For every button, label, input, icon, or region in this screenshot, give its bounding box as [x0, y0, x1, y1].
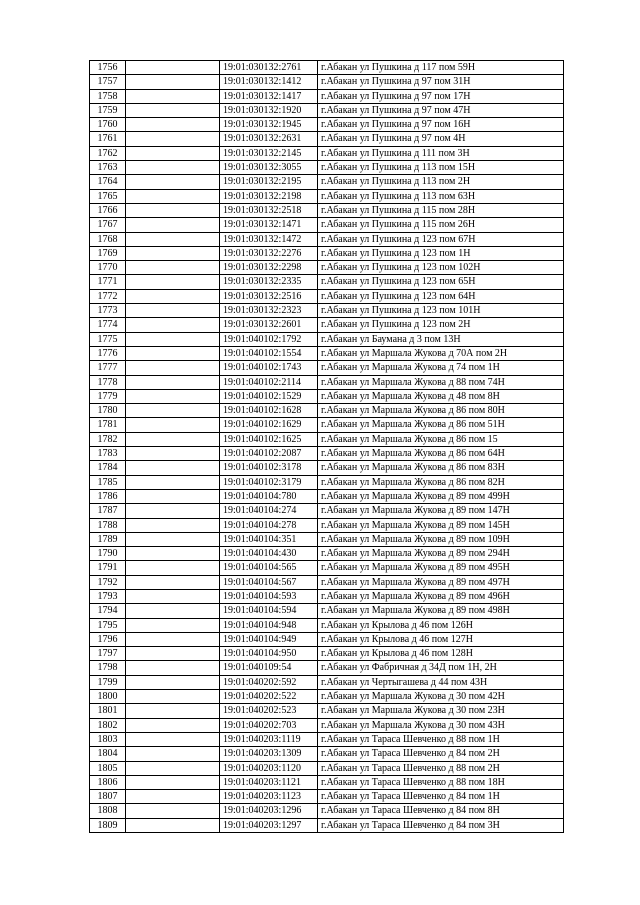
- address-cell: г.Абакан ул Пушкина д 97 пом 16Н: [318, 118, 564, 132]
- address-cell: г.Абакан ул Крылова д 46 пом 126Н: [318, 618, 564, 632]
- table-row: [90, 647, 564, 661]
- row-number-cell: 1767: [90, 218, 126, 232]
- address-cell: г.Абакан ул Пушкина д 97 пом 17Н: [318, 89, 564, 103]
- table-row: [90, 389, 564, 403]
- table-row: [90, 704, 564, 718]
- empty-cell: [126, 518, 220, 532]
- address-cell: г.Абакан ул Фабричная д 34Д пом 1Н, 2Н: [318, 661, 564, 675]
- cadastral-number-cell: 19:01:040104:780: [220, 489, 318, 503]
- address-cell: г.Абакан ул Тараса Шевченко д 88 пом 1Н: [318, 732, 564, 746]
- cadastral-number-cell: 19:01:030132:1471: [220, 218, 318, 232]
- cadastral-number-cell: 19:01:030132:3055: [220, 161, 318, 175]
- table-row: [90, 575, 564, 589]
- row-number-cell: 1764: [90, 175, 126, 189]
- cadastral-number-cell: 19:01:040102:1629: [220, 418, 318, 432]
- empty-cell: [126, 461, 220, 475]
- table-row: [90, 218, 564, 232]
- cadastral-number-cell: 19:01:040104:950: [220, 647, 318, 661]
- table-row: [90, 489, 564, 503]
- row-number-cell: 1787: [90, 504, 126, 518]
- cadastral-number-cell: 19:01:040102:3178: [220, 461, 318, 475]
- table-row: [90, 275, 564, 289]
- cadastral-number-cell: 19:01:040104:948: [220, 618, 318, 632]
- row-number-cell: 1762: [90, 146, 126, 160]
- table-row: [90, 346, 564, 360]
- table-row: [90, 203, 564, 217]
- row-number-cell: 1783: [90, 447, 126, 461]
- empty-cell: [126, 747, 220, 761]
- table-row: [90, 775, 564, 789]
- address-cell: г.Абакан ул Пушкина д 113 пом 2Н: [318, 175, 564, 189]
- table-row: [90, 304, 564, 318]
- empty-cell: [126, 275, 220, 289]
- row-number-cell: 1786: [90, 489, 126, 503]
- address-cell: г.Абакан ул Тараса Шевченко д 88 пом 2Н: [318, 761, 564, 775]
- cadastral-number-cell: 19:01:030132:2518: [220, 203, 318, 217]
- table-row: [90, 804, 564, 818]
- row-number-cell: 1778: [90, 375, 126, 389]
- row-number-cell: 1765: [90, 189, 126, 203]
- empty-cell: [126, 818, 220, 832]
- table-row: [90, 747, 564, 761]
- empty-cell: [126, 547, 220, 561]
- address-cell: г.Абакан ул Тараса Шевченко д 84 пом 3Н: [318, 818, 564, 832]
- row-number-cell: 1792: [90, 575, 126, 589]
- table-row: [90, 232, 564, 246]
- cadastral-number-cell: 19:01:040202:703: [220, 718, 318, 732]
- address-cell: г.Абакан ул Пушкина д 123 пом 2Н: [318, 318, 564, 332]
- cadastral-number-cell: 19:01:040104:351: [220, 532, 318, 546]
- table-row: [90, 418, 564, 432]
- empty-cell: [126, 161, 220, 175]
- table-row: [90, 561, 564, 575]
- table-row: [90, 818, 564, 832]
- cadastral-number-cell: 19:01:040203:1297: [220, 818, 318, 832]
- address-cell: г.Абакан ул Маршала Жукова д 48 пом 8Н: [318, 389, 564, 403]
- cadastral-number-cell: 19:01:040104:594: [220, 604, 318, 618]
- address-cell: г.Абакан ул Пушкина д 123 пом 102Н: [318, 261, 564, 275]
- address-cell: г.Абакан ул Пушкина д 123 пом 65Н: [318, 275, 564, 289]
- table-row: [90, 661, 564, 675]
- address-cell: г.Абакан ул Пушкина д 113 пом 15Н: [318, 161, 564, 175]
- address-cell: г.Абакан ул Чертыгашева д 44 пом 43Н: [318, 675, 564, 689]
- empty-cell: [126, 704, 220, 718]
- empty-cell: [126, 761, 220, 775]
- table-row: [90, 189, 564, 203]
- address-cell: г.Абакан ул Маршала Жукова д 30 пом 43Н: [318, 718, 564, 732]
- cadastral-number-cell: 19:01:040104:274: [220, 504, 318, 518]
- address-cell: г.Абакан ул Маршала Жукова д 86 пом 82Н: [318, 475, 564, 489]
- cadastral-number-cell: 19:01:030132:1412: [220, 75, 318, 89]
- row-number-cell: 1758: [90, 89, 126, 103]
- row-number-cell: 1775: [90, 332, 126, 346]
- table-row: [90, 790, 564, 804]
- cadastral-number-cell: 19:01:040102:1625: [220, 432, 318, 446]
- row-number-cell: 1794: [90, 604, 126, 618]
- table-row: [90, 732, 564, 746]
- row-number-cell: 1789: [90, 532, 126, 546]
- address-cell: г.Абакан ул Пушкина д 115 пом 26Н: [318, 218, 564, 232]
- address-cell: г.Абакан ул Пушкина д 123 пом 67Н: [318, 232, 564, 246]
- cadastral-number-cell: 19:01:040203:1123: [220, 790, 318, 804]
- cadastral-number-cell: 19:01:030132:2198: [220, 189, 318, 203]
- table-row: [90, 75, 564, 89]
- row-number-cell: 1782: [90, 432, 126, 446]
- row-number-cell: 1790: [90, 547, 126, 561]
- cadastral-number-cell: 19:01:040102:1628: [220, 404, 318, 418]
- table-row: [90, 404, 564, 418]
- cadastral-number-cell: 19:01:030132:2323: [220, 304, 318, 318]
- row-number-cell: 1763: [90, 161, 126, 175]
- cadastral-number-cell: 19:01:040102:2114: [220, 375, 318, 389]
- cadastral-number-cell: 19:01:040202:522: [220, 690, 318, 704]
- cadastral-number-cell: 19:01:040104:430: [220, 547, 318, 561]
- empty-cell: [126, 489, 220, 503]
- row-number-cell: 1793: [90, 589, 126, 603]
- address-cell: г.Абакан ул Маршала Жукова д 30 пом 23Н: [318, 704, 564, 718]
- empty-cell: [126, 404, 220, 418]
- address-cell: г.Абакан ул Маршала Жукова д 89 пом 109Н: [318, 532, 564, 546]
- row-number-cell: 1808: [90, 804, 126, 818]
- table-row: [90, 118, 564, 132]
- empty-cell: [126, 232, 220, 246]
- address-cell: г.Абакан ул Маршала Жукова д 89 пом 497Н: [318, 575, 564, 589]
- table-row: [90, 318, 564, 332]
- row-number-cell: 1798: [90, 661, 126, 675]
- row-number-cell: 1777: [90, 361, 126, 375]
- row-number-cell: 1776: [90, 346, 126, 360]
- row-number-cell: 1766: [90, 203, 126, 217]
- empty-cell: [126, 432, 220, 446]
- address-cell: г.Абакан ул Пушкина д 117 пом 59Н: [318, 61, 564, 75]
- cadastral-number-cell: 19:01:030132:2335: [220, 275, 318, 289]
- table-row: [90, 547, 564, 561]
- cadastral-number-cell: 19:01:030132:2516: [220, 289, 318, 303]
- address-cell: г.Абакан ул Пушкина д 123 пом 1Н: [318, 246, 564, 260]
- empty-cell: [126, 203, 220, 217]
- address-cell: г.Абакан ул Крылова д 46 пом 128Н: [318, 647, 564, 661]
- row-number-cell: 1756: [90, 61, 126, 75]
- table-row: [90, 718, 564, 732]
- table-row: [90, 761, 564, 775]
- row-number-cell: 1761: [90, 132, 126, 146]
- empty-cell: [126, 718, 220, 732]
- table-row: [90, 432, 564, 446]
- cadastral-number-cell: 19:01:030132:2761: [220, 61, 318, 75]
- table-row: [90, 461, 564, 475]
- address-cell: г.Абакан ул Маршала Жукова д 89 пом 495Н: [318, 561, 564, 575]
- empty-cell: [126, 804, 220, 818]
- cadastral-number-cell: 19:01:030132:2631: [220, 132, 318, 146]
- cadastral-number-cell: 19:01:040109:54: [220, 661, 318, 675]
- address-cell: г.Абакан ул Пушкина д 97 пом 4Н: [318, 132, 564, 146]
- address-cell: г.Абакан ул Тараса Шевченко д 84 пом 2Н: [318, 747, 564, 761]
- cadastral-number-cell: 19:01:040104:949: [220, 632, 318, 646]
- empty-cell: [126, 389, 220, 403]
- address-cell: г.Абакан ул Маршала Жукова д 74 пом 1Н: [318, 361, 564, 375]
- row-number-cell: 1772: [90, 289, 126, 303]
- row-number-cell: 1799: [90, 675, 126, 689]
- cadastral-number-cell: 19:01:030132:1417: [220, 89, 318, 103]
- address-cell: г.Абакан ул Пушкина д 113 пом 63Н: [318, 189, 564, 203]
- cadastral-number-cell: 19:01:040202:523: [220, 704, 318, 718]
- table-row: [90, 246, 564, 260]
- row-number-cell: 1809: [90, 818, 126, 832]
- address-cell: г.Абакан ул Баумана д 3 пом 13Н: [318, 332, 564, 346]
- cadastral-number-cell: 19:01:040104:278: [220, 518, 318, 532]
- address-cell: г.Абакан ул Пушкина д 111 пом 3Н: [318, 146, 564, 160]
- row-number-cell: 1804: [90, 747, 126, 761]
- address-cell: г.Абакан ул Маршала Жукова д 86 пом 80Н: [318, 404, 564, 418]
- table-row: [90, 504, 564, 518]
- empty-cell: [126, 89, 220, 103]
- empty-cell: [126, 589, 220, 603]
- address-cell: г.Абакан ул Маршала Жукова д 86 пом 64Н: [318, 447, 564, 461]
- address-cell: г.Абакан ул Тараса Шевченко д 88 пом 18Н: [318, 775, 564, 789]
- empty-cell: [126, 475, 220, 489]
- empty-cell: [126, 447, 220, 461]
- row-number-cell: 1796: [90, 632, 126, 646]
- address-cell: г.Абакан ул Пушкина д 97 пом 47Н: [318, 103, 564, 117]
- empty-cell: [126, 132, 220, 146]
- empty-cell: [126, 604, 220, 618]
- table-row: [90, 289, 564, 303]
- empty-cell: [126, 504, 220, 518]
- row-number-cell: 1803: [90, 732, 126, 746]
- empty-cell: [126, 318, 220, 332]
- row-number-cell: 1768: [90, 232, 126, 246]
- empty-cell: [126, 118, 220, 132]
- cadastral-number-cell: 19:01:030132:2276: [220, 246, 318, 260]
- address-cell: г.Абакан ул Крылова д 46 пом 127Н: [318, 632, 564, 646]
- row-number-cell: 1801: [90, 704, 126, 718]
- row-number-cell: 1788: [90, 518, 126, 532]
- empty-cell: [126, 618, 220, 632]
- table-row: [90, 332, 564, 346]
- table-row: [90, 604, 564, 618]
- empty-cell: [126, 775, 220, 789]
- table-row: [90, 518, 564, 532]
- cadastral-number-cell: 19:01:040102:1743: [220, 361, 318, 375]
- address-cell: г.Абакан ул Маршала Жукова д 86 пом 15: [318, 432, 564, 446]
- empty-cell: [126, 690, 220, 704]
- row-number-cell: 1806: [90, 775, 126, 789]
- empty-cell: [126, 346, 220, 360]
- table-row: [90, 618, 564, 632]
- row-number-cell: 1769: [90, 246, 126, 260]
- empty-cell: [126, 732, 220, 746]
- cadastral-number-cell: 19:01:030132:2601: [220, 318, 318, 332]
- table-row: [90, 132, 564, 146]
- table-row: [90, 690, 564, 704]
- table-row: [90, 103, 564, 117]
- address-cell: г.Абакан ул Маршала Жукова д 70А пом 2Н: [318, 346, 564, 360]
- empty-cell: [126, 146, 220, 160]
- cadastral-number-cell: 19:01:030132:2195: [220, 175, 318, 189]
- row-number-cell: 1770: [90, 261, 126, 275]
- table-row: [90, 375, 564, 389]
- address-cell: г.Абакан ул Маршала Жукова д 89 пом 498Н: [318, 604, 564, 618]
- cadastral-number-cell: 19:01:030132:1920: [220, 103, 318, 117]
- table-row: [90, 632, 564, 646]
- row-number-cell: 1795: [90, 618, 126, 632]
- address-cell: г.Абакан ул Тараса Шевченко д 84 пом 8Н: [318, 804, 564, 818]
- cadastral-number-cell: 19:01:040102:1792: [220, 332, 318, 346]
- row-number-cell: 1797: [90, 647, 126, 661]
- empty-cell: [126, 532, 220, 546]
- address-cell: г.Абакан ул Маршала Жукова д 89 пом 499Н: [318, 489, 564, 503]
- table-row: [90, 475, 564, 489]
- empty-cell: [126, 304, 220, 318]
- cadastral-number-cell: 19:01:040203:1296: [220, 804, 318, 818]
- cadastral-number-cell: 19:01:030132:1472: [220, 232, 318, 246]
- cadastral-number-cell: 19:01:030132:2145: [220, 146, 318, 160]
- empty-cell: [126, 361, 220, 375]
- row-number-cell: 1807: [90, 790, 126, 804]
- cadastral-number-cell: 19:01:040202:592: [220, 675, 318, 689]
- property-table: [89, 60, 564, 833]
- empty-cell: [126, 218, 220, 232]
- row-number-cell: 1784: [90, 461, 126, 475]
- empty-cell: [126, 246, 220, 260]
- empty-cell: [126, 561, 220, 575]
- address-cell: г.Абакан ул Пушкина д 97 пом 31Н: [318, 75, 564, 89]
- row-number-cell: 1781: [90, 418, 126, 432]
- table-row: [90, 261, 564, 275]
- empty-cell: [126, 332, 220, 346]
- empty-cell: [126, 790, 220, 804]
- cadastral-number-cell: 19:01:040102:3179: [220, 475, 318, 489]
- address-cell: г.Абакан ул Маршала Жукова д 30 пом 42Н: [318, 690, 564, 704]
- empty-cell: [126, 189, 220, 203]
- row-number-cell: 1805: [90, 761, 126, 775]
- row-number-cell: 1779: [90, 389, 126, 403]
- row-number-cell: 1780: [90, 404, 126, 418]
- table-row: [90, 61, 564, 75]
- empty-cell: [126, 61, 220, 75]
- table-row: [90, 161, 564, 175]
- cadastral-number-cell: 19:01:040102:2087: [220, 447, 318, 461]
- row-number-cell: 1760: [90, 118, 126, 132]
- table-row: [90, 675, 564, 689]
- table-row: [90, 447, 564, 461]
- cadastral-number-cell: 19:01:040102:1554: [220, 346, 318, 360]
- row-number-cell: 1774: [90, 318, 126, 332]
- cadastral-number-cell: 19:01:040102:1529: [220, 389, 318, 403]
- address-cell: г.Абакан ул Маршала Жукова д 89 пом 294Н: [318, 547, 564, 561]
- cadastral-number-cell: 19:01:030132:1945: [220, 118, 318, 132]
- address-cell: г.Абакан ул Маршала Жукова д 88 пом 74Н: [318, 375, 564, 389]
- row-number-cell: 1771: [90, 275, 126, 289]
- table-body: [90, 61, 564, 833]
- empty-cell: [126, 175, 220, 189]
- table-row: [90, 146, 564, 160]
- empty-cell: [126, 261, 220, 275]
- table-row: [90, 175, 564, 189]
- row-number-cell: 1791: [90, 561, 126, 575]
- cadastral-number-cell: 19:01:040203:1121: [220, 775, 318, 789]
- address-cell: г.Абакан ул Пушкина д 123 пом 101Н: [318, 304, 564, 318]
- empty-cell: [126, 575, 220, 589]
- table-row: [90, 589, 564, 603]
- address-cell: г.Абакан ул Пушкина д 115 пом 28Н: [318, 203, 564, 217]
- row-number-cell: 1757: [90, 75, 126, 89]
- empty-cell: [126, 289, 220, 303]
- empty-cell: [126, 418, 220, 432]
- address-cell: г.Абакан ул Маршала Жукова д 89 пом 147Н: [318, 504, 564, 518]
- address-cell: г.Абакан ул Тараса Шевченко д 84 пом 1Н: [318, 790, 564, 804]
- empty-cell: [126, 375, 220, 389]
- empty-cell: [126, 103, 220, 117]
- cadastral-number-cell: 19:01:040203:1309: [220, 747, 318, 761]
- empty-cell: [126, 661, 220, 675]
- address-cell: г.Абакан ул Маршала Жукова д 86 пом 83Н: [318, 461, 564, 475]
- cadastral-number-cell: 19:01:040104:567: [220, 575, 318, 589]
- row-number-cell: 1802: [90, 718, 126, 732]
- empty-cell: [126, 75, 220, 89]
- table-row: [90, 361, 564, 375]
- empty-cell: [126, 647, 220, 661]
- address-cell: г.Абакан ул Маршала Жукова д 89 пом 145Н: [318, 518, 564, 532]
- row-number-cell: 1759: [90, 103, 126, 117]
- row-number-cell: 1773: [90, 304, 126, 318]
- empty-cell: [126, 675, 220, 689]
- row-number-cell: 1785: [90, 475, 126, 489]
- table-row: [90, 532, 564, 546]
- cadastral-number-cell: 19:01:030132:2298: [220, 261, 318, 275]
- cadastral-number-cell: 19:01:040203:1120: [220, 761, 318, 775]
- address-cell: г.Абакан ул Маршала Жукова д 89 пом 496Н: [318, 589, 564, 603]
- row-number-cell: 1800: [90, 690, 126, 704]
- empty-cell: [126, 632, 220, 646]
- address-cell: г.Абакан ул Пушкина д 123 пом 64Н: [318, 289, 564, 303]
- address-cell: г.Абакан ул Маршала Жукова д 86 пом 51Н: [318, 418, 564, 432]
- cadastral-number-cell: 19:01:040104:565: [220, 561, 318, 575]
- cadastral-number-cell: 19:01:040104:593: [220, 589, 318, 603]
- table-row: [90, 89, 564, 103]
- cadastral-number-cell: 19:01:040203:1119: [220, 732, 318, 746]
